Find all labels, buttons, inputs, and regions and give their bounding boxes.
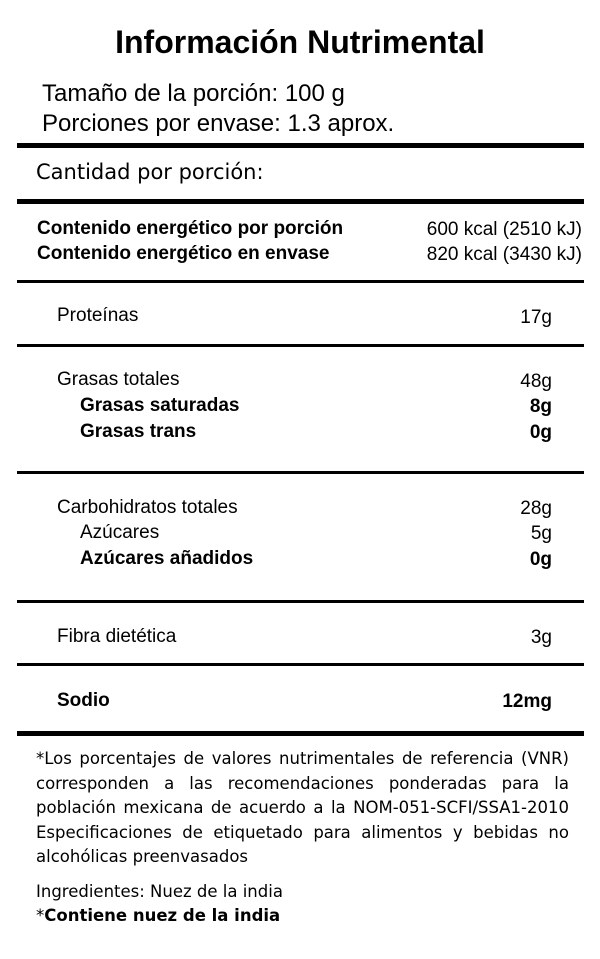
divider — [17, 344, 584, 347]
total-fat-label: Grasas totales — [57, 369, 180, 390]
divider — [17, 199, 584, 204]
label-title: Información Nutrimental — [115, 24, 485, 60]
divider — [17, 280, 584, 283]
total-fat-value: 48g — [520, 371, 552, 392]
saturated-fat-value: 8g — [529, 396, 552, 417]
allergen-text: Contiene nuez de la india — [44, 906, 281, 925]
sugars-label: Azúcares — [80, 522, 160, 543]
vnr-footnote: *Los porcentajes de valores nutrimentales de referencia (VNR) corresponden a las recomendaciones ponderadas para la población mexicana de acuerdo a la NOM-051-SCFI/SSA1-2010 Especificaciones de etiquetado para alimentos y bebidas no alcohólicas preenvasados — [36, 749, 569, 866]
allergen-notice — [36, 906, 280, 925]
saturated-fat-label: Grasas saturadas — [80, 395, 240, 416]
sodium-value: 12mg — [502, 691, 552, 712]
protein-label: Proteínas — [57, 305, 139, 326]
divider — [17, 471, 584, 474]
fiber-value: 3g — [530, 627, 552, 648]
amount-per-serving: Cantidad por porción: — [36, 160, 264, 184]
ingredients-text: Ingredientes: Nuez de la india — [36, 882, 283, 901]
energy-per-serving-label: Contenido energético por porción — [37, 218, 344, 239]
total-carbs-value: 28g — [520, 498, 552, 519]
sugars-value: 5g — [530, 523, 552, 544]
trans-fat-value: 0g — [529, 422, 552, 443]
divider — [17, 600, 584, 603]
divider — [17, 143, 584, 148]
energy-per-serving-value: 600 kcal (2510 kJ) — [426, 219, 582, 240]
energy-per-container-value: 820 kcal (3430 kJ) — [426, 244, 582, 265]
serving-size: Tamaño de la porción: 100 g — [42, 80, 345, 107]
allergen-asterisk: * — [36, 906, 45, 925]
protein-value: 17g — [520, 307, 552, 328]
energy-per-container-label: Contenido energético en envase — [37, 243, 330, 264]
trans-fat-label: Grasas trans — [80, 421, 197, 442]
servings-per-container: Porciones por envase: 1.3 aprox. — [42, 110, 395, 137]
added-sugars-value: 0g — [529, 549, 552, 570]
divider — [17, 663, 584, 666]
added-sugars-label: Azúcares añadidos — [80, 548, 254, 569]
fiber-label: Fibra dietética — [57, 626, 177, 647]
sodium-label: Sodio — [57, 690, 110, 711]
divider — [17, 731, 584, 736]
total-carbs-label: Carbohidratos totales — [57, 497, 238, 518]
